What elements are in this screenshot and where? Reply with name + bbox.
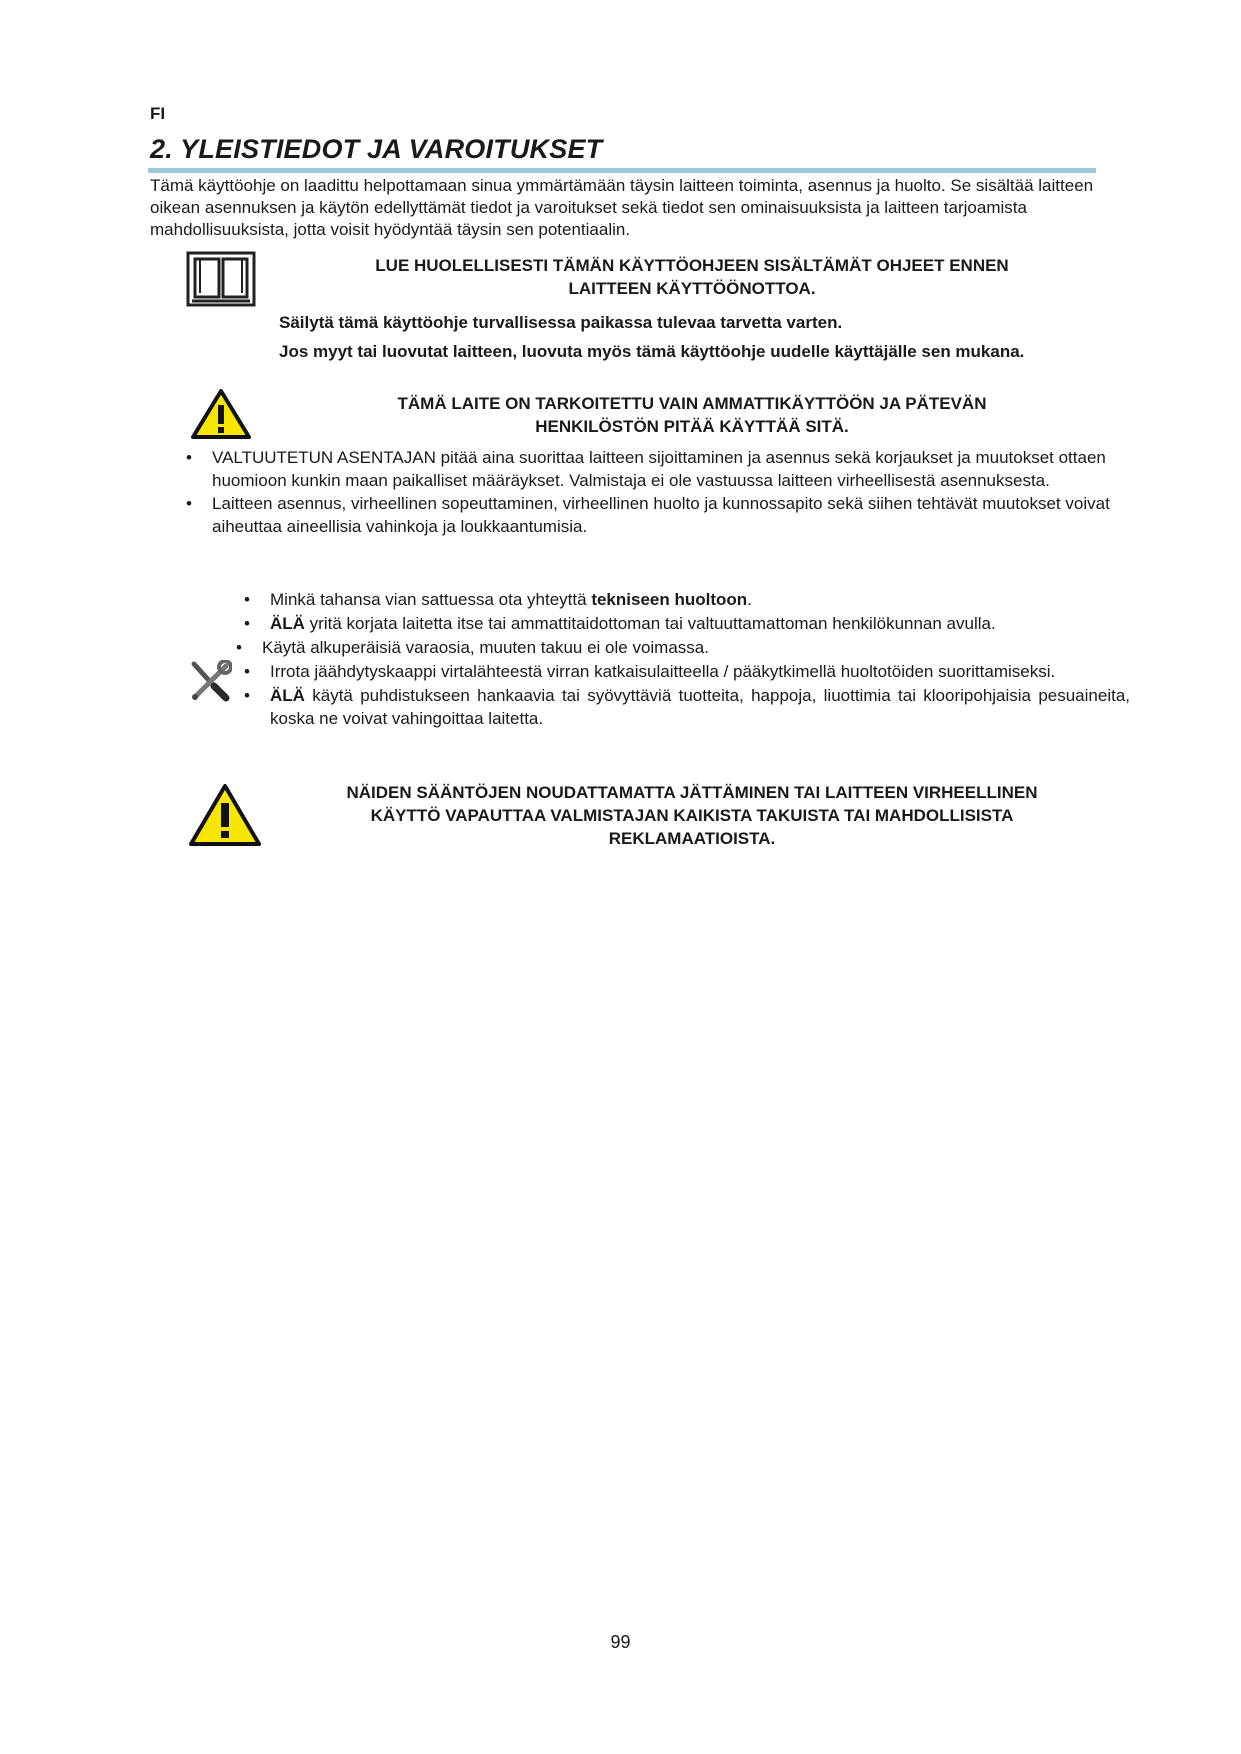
section-title: 2. YLEISTIEDOT JA VAROITUKSET [150,134,603,164]
warning-triangle-icon [188,783,262,847]
transfer-manual-note: Jos myyt tai luovutat laitteen, luovuta myös tämä käyttöohje uudelle käyttäjälle sen mukana. [279,342,1025,361]
maintenance-bullet-list [242,588,1130,731]
dont-clean-bold: ÄLÄ [270,686,305,705]
service-end: . [747,590,752,609]
service-bold: tekniseen huoltoon [591,590,748,609]
service-text: Minkä tahansa vian sattuessa ota yhteyttä [270,590,592,609]
professional-use-warning [282,392,1102,438]
professional-use-line2: HENKILÖSTÖN PITÄÄ KÄYTTÄÄ SITÄ. [535,417,849,436]
tools-icon [188,660,232,702]
read-instructions-line2: LAITTEEN KÄYTTÖÖNOTTOA. [568,279,816,298]
final-warning-line2: KÄYTTÖ VAPAUTTAA VALMISTAJAN KAIKISTA TAKUISTA TAI MAHDOLLISISTA [370,806,1014,825]
language-code: FI [150,104,166,123]
list-item: • Käytä alkuperäisiä varaosia, muuten takuu ei ole voimassa. [262,636,1130,659]
installation-bullet-list [184,446,1128,538]
list-item [270,588,1130,611]
list-item [270,684,1130,730]
read-instructions-heading [282,254,1102,300]
final-warning-line1: NÄIDEN SÄÄNTÖJEN NOUDATTAMATTA JÄTTÄMINEN TAI LAITTEEN VIRHEELLINEN [346,783,1038,802]
list-item: • Irrota jäähdytyskaappi virtalähteestä virran katkaisulaitteella / pääkytkimellä huoltotöiden suorittamiseksi. [270,660,1130,683]
read-instructions-line1: LUE HUOLELLISESTI TÄMÄN KÄYTTÖOHJEEN SISÄLTÄMÄT OHJEET ENNEN [375,256,1009,275]
heading-underline [148,168,1096,173]
dont-repair-bold: ÄLÄ [270,614,305,633]
professional-use-line1: TÄMÄ LAITE ON TARKOITETTU VAIN AMMATTIKÄYTTÖÖN JA PÄTEVÄN [397,394,987,413]
final-warning-line3: REKLAMAATIOISTA. [608,829,776,848]
manual-book-icon [186,251,256,307]
keep-manual-note: Säilytä tämä käyttöohje turvallisessa paikassa tulevaa tarvetta varten. [279,313,843,332]
list-item: • VALTUUTETUN ASENTAJAN pitää aina suorittaa laitteen sijoittaminen ja asennus sekä korjaukset ja muutokset ottaen huomioon kunkin maan paikalliset määräykset. Valmistaja ei ole vastuussa laitteen virheellisestä asennuksesta. [212,446,1128,492]
dont-repair-text: yritä korjata laitetta itse tai ammattitaidottoman tai valtuuttamattoman henkilökunnan avulla. [304,614,996,633]
list-item: • Laitteen asennus, virheellinen sopeuttaminen, virheellinen huolto ja kunnossapito sekä siihen tehtävät muutokset voivat aiheuttaa aineellisia vahinkoja ja loukkaantumisia. [212,492,1128,538]
page-number: 99 [610,1632,631,1652]
list-item [270,612,1130,635]
dont-clean-text: käytä puhdistukseen hankaavia tai syövyttäviä tuotteita, happoja, liuottimia tai klooripohjaisia pesuaineita, koska ne voivat vahingoittaa laitetta. [270,686,1130,728]
intro-paragraph: Tämä käyttöohje on laadittu helpottamaan sinua ymmärtämään täysin laitteen toiminta, asennus ja huolto. Se sisältää laitteen oikean asennuksen ja käytön edellyttämät tiedot ja varoitukset sekä tiedot sen ominaisuuksista ja laitteen tarjoamista mahdollisuuksista, jotta voisit hyödyntää täysin sen potentiaalin. [150,176,1094,239]
warning-triangle-icon [190,388,252,440]
final-warning [282,781,1102,850]
